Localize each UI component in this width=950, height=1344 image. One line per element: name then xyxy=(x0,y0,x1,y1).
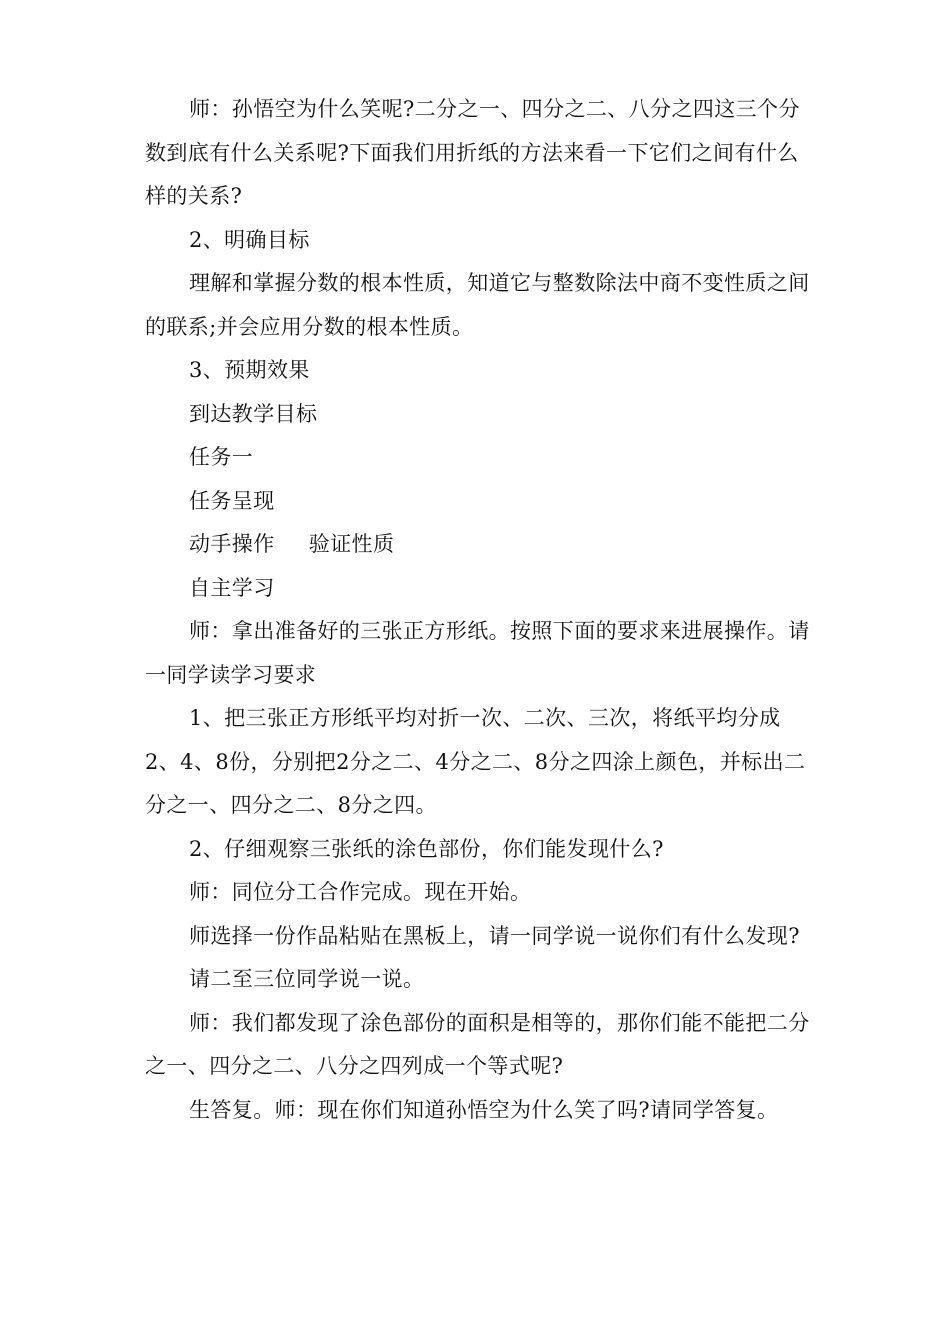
paragraph-requirement-one: 1、把三张正方形纸平均对折一次、二次、三次，将纸平均分成2、4、8份，分别把2分之二、4分之二、8分之四涂上颜色，并标出二分之一、四分之二、8分之四。 xyxy=(145,706,806,817)
paragraph-teacher-start: 师：同位分工合作完成。现在开始。 xyxy=(189,880,532,904)
paragraph-self-study: 自主学习 xyxy=(189,575,275,600)
paragraph-teacher-equation: 师：我们都发现了涂色部份的面积是相等的，那你们能不能把二分之一、四分之二、八分之四列成一个等式呢? xyxy=(145,1010,810,1078)
paragraph-goal-text: 理解和掌握分数的根本性质，知道它与整数除法中商不变性质之间的联系;并会应用分数的根本性质。 xyxy=(145,271,810,339)
paragraph-task-presentation: 任务呈现 xyxy=(189,488,275,513)
paragraph-students-say: 请二至三位同学说一说。 xyxy=(189,967,425,991)
paragraph-question-intro: 师：孙悟空为什么笑呢?二分之一、四分之二、八分之四这三个分数到底有什么关系呢?下面我们用折纸的方法来看一下它们之间有什么样的关系? xyxy=(145,97,800,208)
paragraph-effect-text: 到达教学目标 xyxy=(189,401,318,426)
paragraph-student-answer: 生答复。师：现在你们知道孙悟空为什么笑了吗?请同学答复。 xyxy=(189,1097,779,1122)
document-body xyxy=(145,88,813,1132)
paragraph-hands-on: 动手操作 验证性质 xyxy=(189,532,395,556)
paragraph-task-one: 任务一 xyxy=(189,445,254,469)
paragraph-heading-goal: 2、明确目标 xyxy=(189,227,310,252)
paragraph-teacher-select: 师选择一份作品粘贴在黑板上，请一同学说一说你们有什么发现? xyxy=(189,923,800,948)
paragraph-heading-effect: 3、预期效果 xyxy=(189,358,310,382)
paragraph-teacher-instruction: 师：拿出准备好的三张正方形纸。按照下面的要求来进展操作。请一同学读学习要求 xyxy=(145,619,810,687)
paragraph-requirement-two: 2、仔细观察三张纸的涂色部份，你们能发现什么? xyxy=(189,836,664,861)
